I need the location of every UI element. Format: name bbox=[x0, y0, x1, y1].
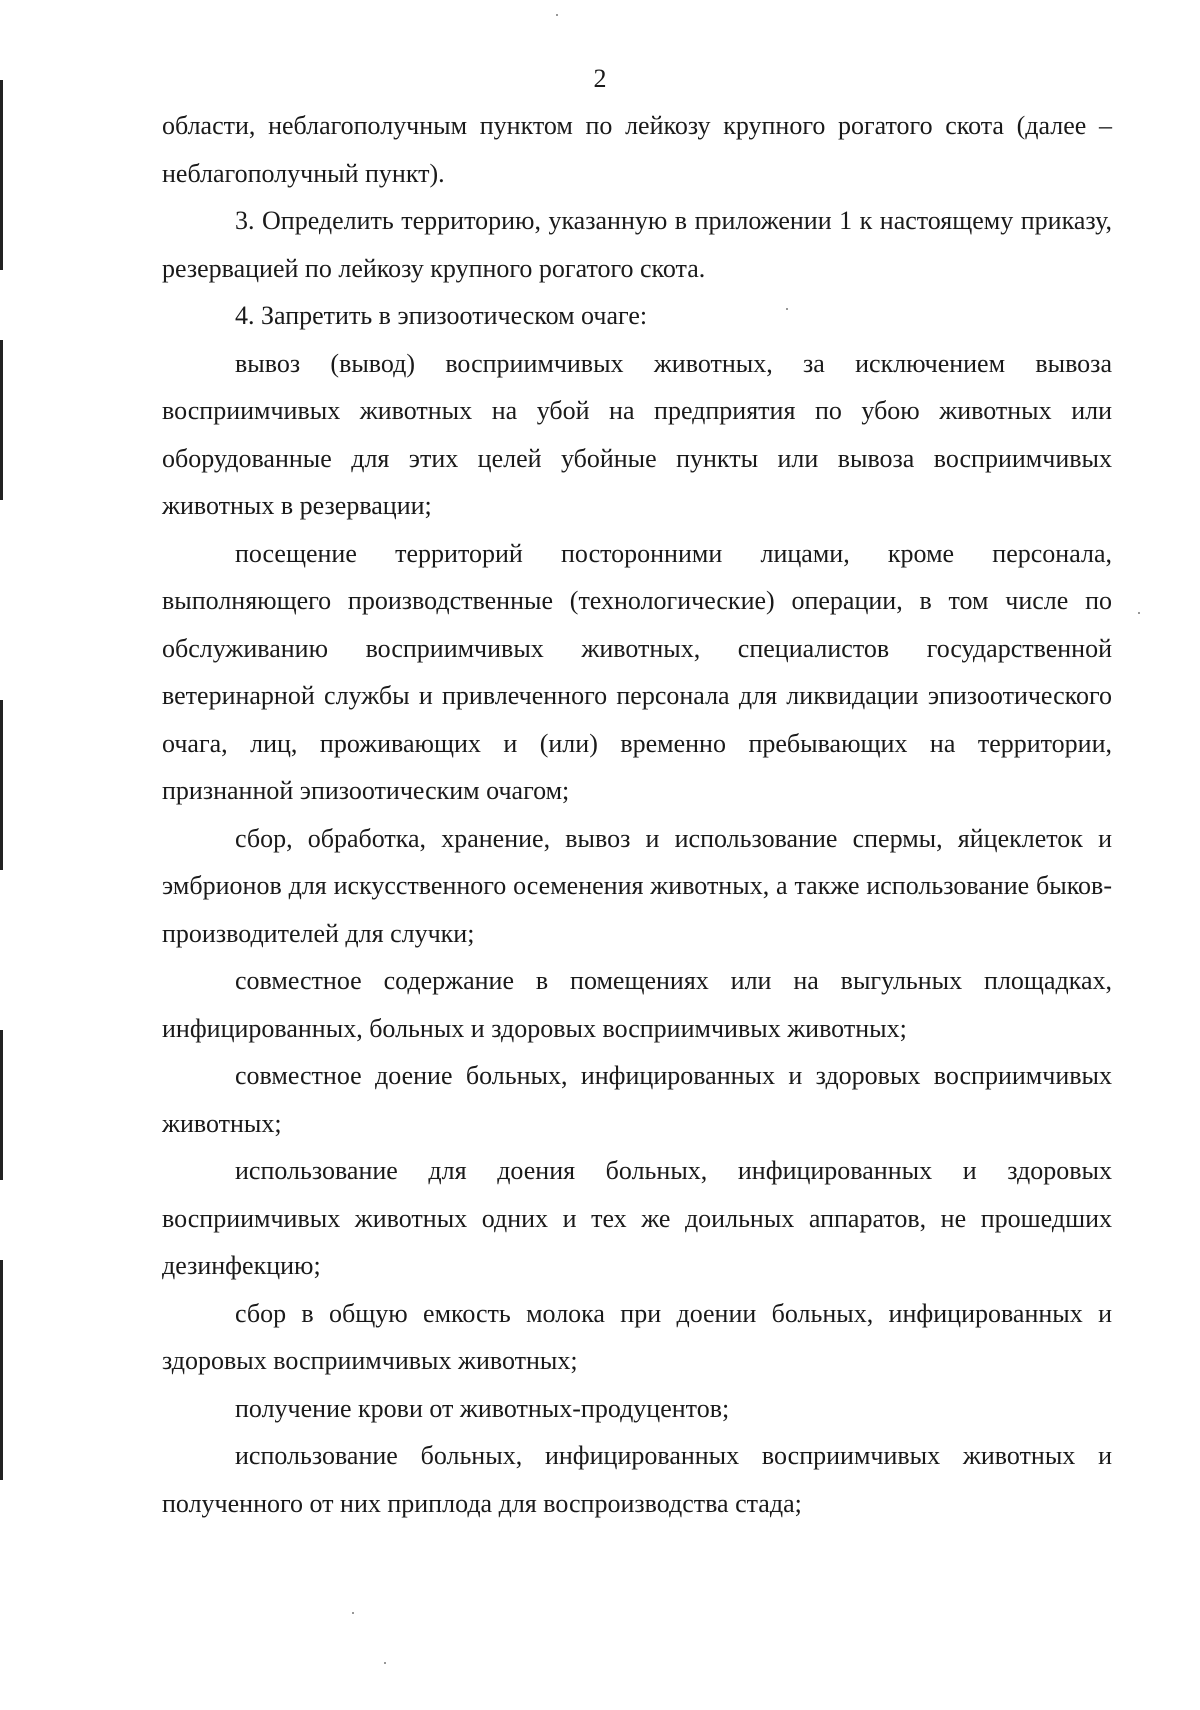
paragraph: использование больных, инфицированных восприимчивых животных и полученного от них приплода для воспроизводства стада; bbox=[162, 1441, 1112, 1518]
paragraph: использование для доения больных, инфицированных и здоровых восприимчивых животных одних и тех же доильных аппаратов, не прошедших дезинфекцию; bbox=[162, 1156, 1112, 1280]
paragraph: получение крови от животных-продуцентов; bbox=[235, 1393, 730, 1423]
paragraph: 3. Определить территорию, указанную в приложении 1 к настоящему приказу, резервацией по лейкозу крупного рогатого скота. bbox=[162, 206, 1112, 283]
scan-speck bbox=[352, 1612, 354, 1614]
document-body bbox=[162, 102, 1112, 1527]
paragraph: сбор в общую емкость молока при доении больных, инфицированных и здоровых восприимчивых животных; bbox=[162, 1298, 1112, 1375]
page-number: 2 bbox=[593, 64, 607, 93]
paragraph: области, неблагополучным пунктом по лейкозу крупного рогатого скота (далее – неблагополучный пункт). bbox=[162, 111, 1112, 188]
scan-edge-mark bbox=[0, 340, 3, 500]
paragraph: сбор, обработка, хранение, вывоз и использование спермы, яйцеклеток и эмбрионов для искусственного осеменения животных, а также использование быков-производителей для случки; bbox=[162, 823, 1112, 948]
scan-edge-mark bbox=[0, 1030, 3, 1180]
scan-edge-mark bbox=[0, 1260, 3, 1480]
scan-speck bbox=[384, 1662, 386, 1664]
scan-edge-mark bbox=[0, 80, 3, 270]
scan-speck bbox=[556, 14, 558, 16]
paragraph: совместное содержание в помещениях или на выгульных площадках, инфицированных, больных и здоровых восприимчивых животных; bbox=[162, 966, 1112, 1043]
paragraph: 4. Запретить в эпизоотическом очаге: bbox=[235, 301, 648, 330]
paragraph: совместное доение больных, инфицированных и здоровых восприимчивых животных; bbox=[162, 1061, 1112, 1138]
scan-speck bbox=[1138, 612, 1140, 614]
paragraph: посещение территорий посторонними лицами, кроме персонала, выполняющего производственные (технологические) операции, в том числе по обслуживанию восприимчивых животных, специалистов государственной ветеринарной службы и привлеченного персонала для ликвидации эпизоотического очага, лиц, проживающих и (или) временно пребывающих на территории, признанной эпизоотическим очагом; bbox=[162, 538, 1112, 805]
paragraph: вывоз (вывод) восприимчивых животных, за исключением вывоза восприимчивых животных на убой на предприятия по убою животных или оборудованные для этих целей убойные пункты или вывоза восприимчивых животных в резервации; bbox=[162, 348, 1112, 520]
scan-edge-mark bbox=[0, 700, 3, 870]
